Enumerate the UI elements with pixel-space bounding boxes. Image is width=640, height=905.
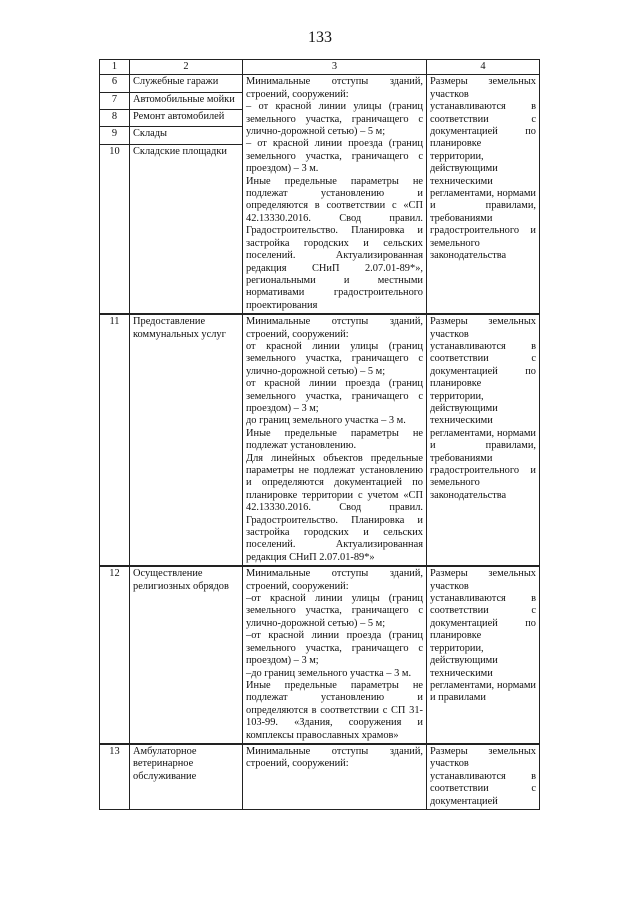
table-row [100,75,540,92]
row-number: 7 [100,92,130,109]
row-number: 13 [100,744,130,810]
table-row [100,314,540,566]
params-line: –до границ земельного участка – 3 м. [246,667,412,679]
row-name: Амбулаторное ветеринарное обслуживание [130,744,243,810]
params-cell [243,314,427,566]
regulations-table [99,59,540,810]
params-line: – от красной линии проезда (границ земельного участка, граничащего с проездом) – 3 м. [246,138,423,175]
row-name: Автомобильные мойки [130,92,243,109]
header-cell-2: 2 [130,60,243,75]
params-line: Иные предельные параметры не подлежат установлению и определяются в соответствии с «СП 42.13330.2016. Свод правил. Градостроительство. Планировка и застройка городских и сельских поселений. Актуализированная редакция СНиП 2.07.01-89*», региональными и местными нормативами градостроительного проектирования [246,175,423,311]
params-line: Иные предельные параметры не подлежат установлению. [246,427,423,452]
row-name: Осуществление религиозных обрядов [130,566,243,744]
table-row [100,566,540,744]
row-name: Складские площадки [130,144,243,314]
row-name: Служебные гаражи [130,75,243,92]
params-line: Минимальные отступы зданий, строений, сооружений: [246,745,423,770]
header-cell-3: 3 [243,60,427,75]
header-cell-4: 4 [427,60,540,75]
page-number: 133 [308,29,332,46]
row-number: 12 [100,566,130,744]
row-number: 9 [100,127,130,144]
header-cell-1: 1 [100,60,130,75]
row-number: 8 [100,110,130,127]
params-line: Минимальные отступы зданий, строений, сооружений: [246,316,423,340]
params-line: –от красной линии улицы (границ земельного участка, граничащего с улично-дорожной сетью) – 5 м; [246,593,423,629]
row-name: Предоставление коммунальных услуг [130,314,243,566]
row-name: Склады [130,127,243,144]
params-line: Минимальные отступы зданий, строений, сооружений: [246,76,423,100]
params-line: Иные предельные параметры не подлежат установлению и определяются в соответствии с СП 31-103-99. «Здания, сооружения и комплексы православных храмов» [246,679,423,741]
row-number: 6 [100,75,130,92]
sizes-cell: Размеры земельных участков устанавливаются в соответствии с документацией по планировке территории, действующими техническими регламентами, нормами и правилами, требованиями градостроительного и земельного законодательства [427,75,540,314]
params-cell [243,75,427,314]
params-line: до границ земельного участка – 3 м. [246,415,406,427]
row-number: 11 [100,314,130,566]
row-number: 10 [100,144,130,314]
table-row [100,744,540,810]
params-cell [243,744,427,810]
params-line: от красной линии улицы (границ земельного участка, граничащего с улично-дорожной сетью) – 5 м; [246,340,423,377]
params-line: Минимальные отступы зданий, строений, сооружений: [246,568,423,592]
table-header-row [100,60,540,75]
params-line: Для линейных объектов предельные параметры не подлежат установлению и определяются документацией по планировке территории с учетом «СП 42.13330.2016. Свод правил. Градостроительство. Планировка и застройка городских и сельских поселений. Актуализированная редакция СНиП 2.07.01-89*» [246,452,423,563]
sizes-cell: Размеры земельных участков устанавливаются в соответствии с документацией [427,744,540,810]
params-cell [243,566,427,744]
params-line: – от красной линии улицы (границ земельного участка, граничащего с улично-дорожной сетью) – 5 м; [246,101,423,138]
params-line: –от красной линии проезда (границ земельного участка, граничащего с проездом) – 3 м; [246,630,423,667]
sizes-cell: Размеры земельных участков устанавливаются в соответствии с документацией по планировке территории, действующими техническими регламентами, нормами и правилами [427,566,540,744]
sizes-cell: Размеры земельных участков устанавливаются в соответствии с документацией по планировке территории, действующими техническими регламентами, нормами и правилами, требованиями градостроительного и земельного законодательства [427,314,540,566]
params-line: от красной линии проезда (границ земельного участка, граничащего с проездом) – 3 м; [246,378,423,414]
row-name: Ремонт автомобилей [130,110,243,127]
